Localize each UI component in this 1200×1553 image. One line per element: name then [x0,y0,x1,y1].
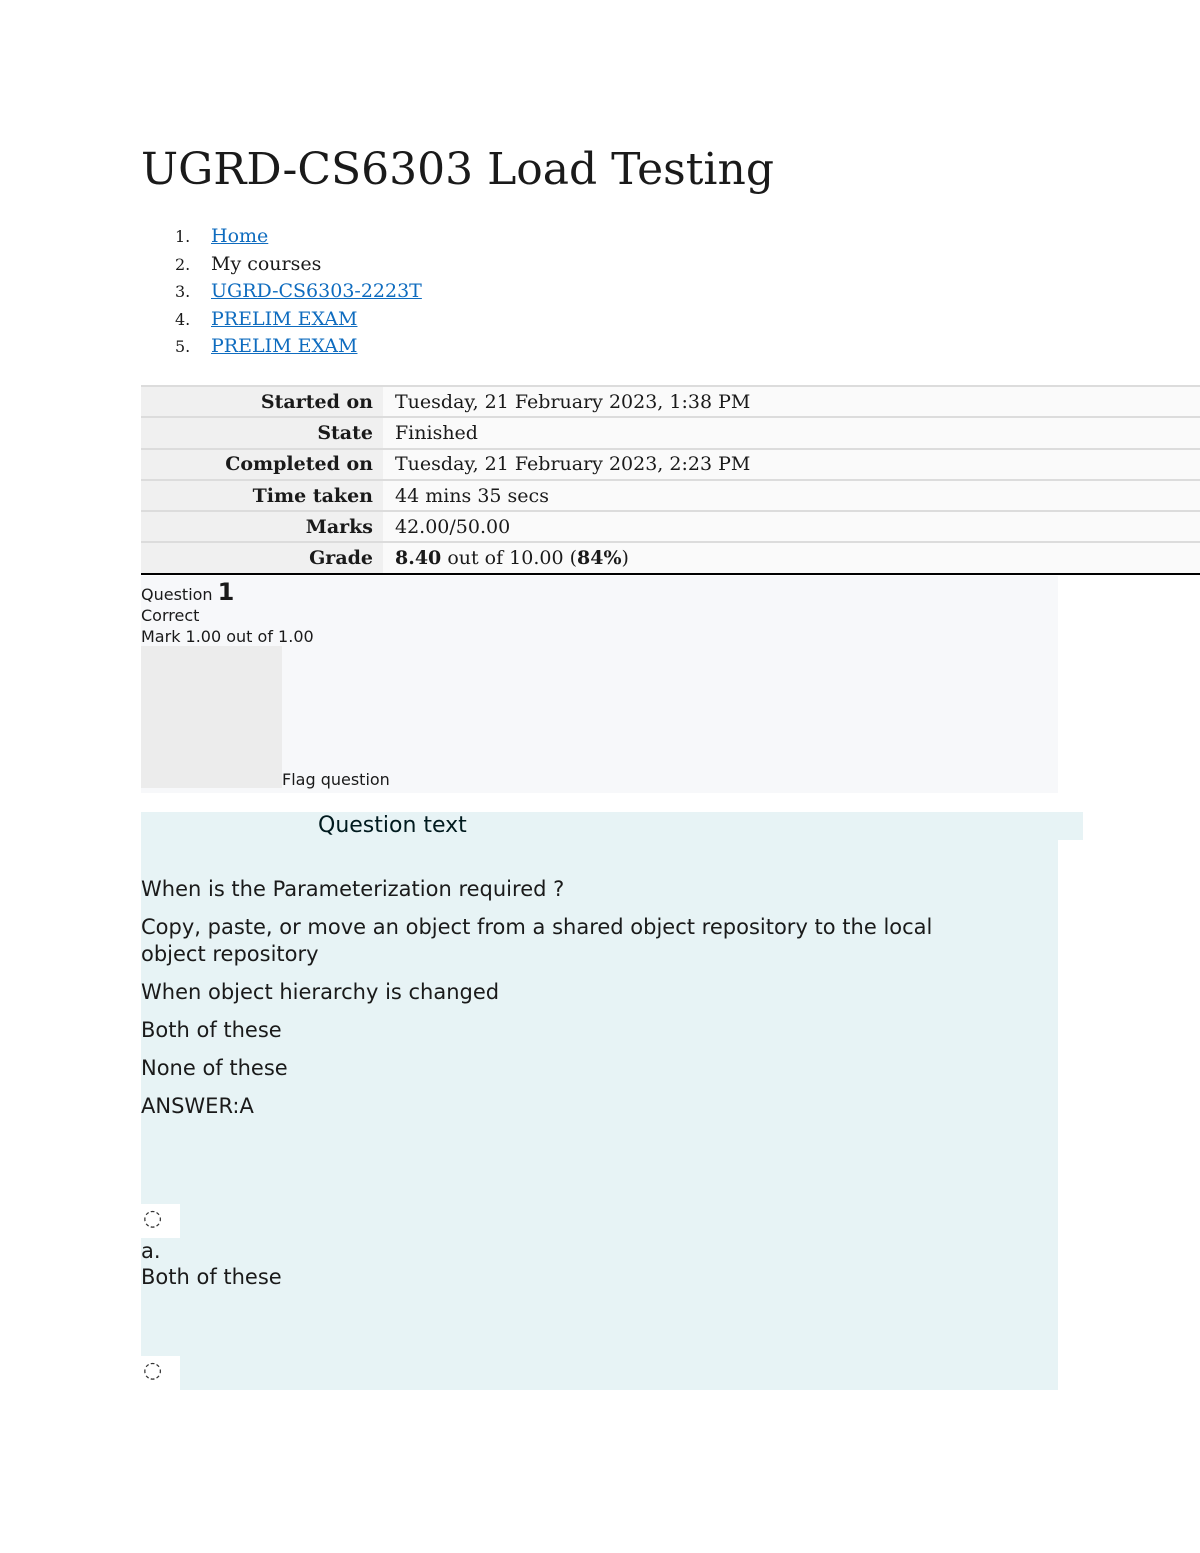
option-text: Both of these [141,1018,282,1042]
page-title: UGRD-CS6303 Load Testing [141,144,774,195]
answer-text: ANSWER:A [141,1094,254,1118]
question-info-panel [141,576,1058,793]
summary-label: Grade [141,542,383,573]
summary-value: Tuesday, 21 February 2023, 1:38 PM [383,386,1200,417]
summary-value: 42.00/50.00 [383,511,1200,542]
breadcrumb-link-prelim-quiz[interactable]: PRELIM EXAM [211,335,358,357]
summary-value: 44 mins 35 secs [383,480,1200,511]
summary-label: Started on [141,386,383,417]
breadcrumb-item-home [141,223,422,251]
breadcrumb-item-prelim-section [141,306,422,334]
breadcrumb-number: 1. [175,227,191,246]
summary-row-completed [141,449,1200,480]
question-mark: Mark 1.00 out of 1.00 [141,627,314,646]
breadcrumb-item-course [141,278,422,306]
breadcrumb-number: 4. [175,309,191,329]
breadcrumb-link-course[interactable]: UGRD-CS6303-2223T [211,280,422,302]
question-label: Question [141,585,213,604]
flag-question-link[interactable]: Flag question [282,770,390,789]
summary-value: Finished [383,417,1200,448]
summary-row-started [141,386,1200,417]
summary-label: State [141,417,383,448]
grade-percent: 84% [577,547,622,570]
summary-label: Time taken [141,480,383,511]
summary-row-grade [141,542,1200,573]
option-text: Copy, paste, or move an object from a shared object repository to the local [141,915,933,939]
flag-icon[interactable] [141,646,282,788]
radio-icon: ◌ [143,1358,163,1383]
breadcrumb-text-my-courses: My courses [211,252,322,275]
grade-out-of: out of 10.00 ( [441,547,578,570]
breadcrumb-number: 2. [175,254,191,274]
question-content [141,840,1058,1390]
question-text-heading: Question text [318,813,467,838]
choice-a-letter: a. [141,1239,161,1263]
breadcrumb-number: 5. [175,337,191,356]
breadcrumb-item-my-courses [141,251,422,279]
question-prompt: When is the Parameterization required ? [141,877,565,901]
summary-label: Marks [141,511,383,542]
question-text-header [141,812,1083,840]
attempt-summary-table [141,385,1200,575]
summary-row-time-taken [141,480,1200,511]
choice-a-text[interactable]: Both of these [141,1265,282,1289]
grade-score: 8.40 [395,547,442,570]
summary-row-marks [141,511,1200,542]
question-heading [141,578,234,606]
summary-row-state [141,417,1200,448]
radio-icon: ◌ [143,1206,163,1231]
breadcrumb-number: 3. [175,282,191,301]
breadcrumb-link-prelim-section[interactable]: PRELIM EXAM [211,307,358,330]
breadcrumb [141,223,422,361]
option-text: None of these [141,1056,288,1080]
option-text: When object hierarchy is changed [141,980,500,1004]
question-number: 1 [217,578,235,606]
summary-value [383,542,1200,573]
question-status: Correct [141,606,200,625]
grade-close: ) [621,547,629,570]
choice-a-radio[interactable] [141,1204,180,1238]
breadcrumb-item-prelim-quiz [141,333,422,361]
breadcrumb-link-home[interactable]: Home [211,225,269,247]
choice-b-radio[interactable] [141,1356,180,1390]
summary-label: Completed on [141,449,383,480]
option-text: object repository [141,942,319,966]
summary-value: Tuesday, 21 February 2023, 2:23 PM [383,449,1200,480]
